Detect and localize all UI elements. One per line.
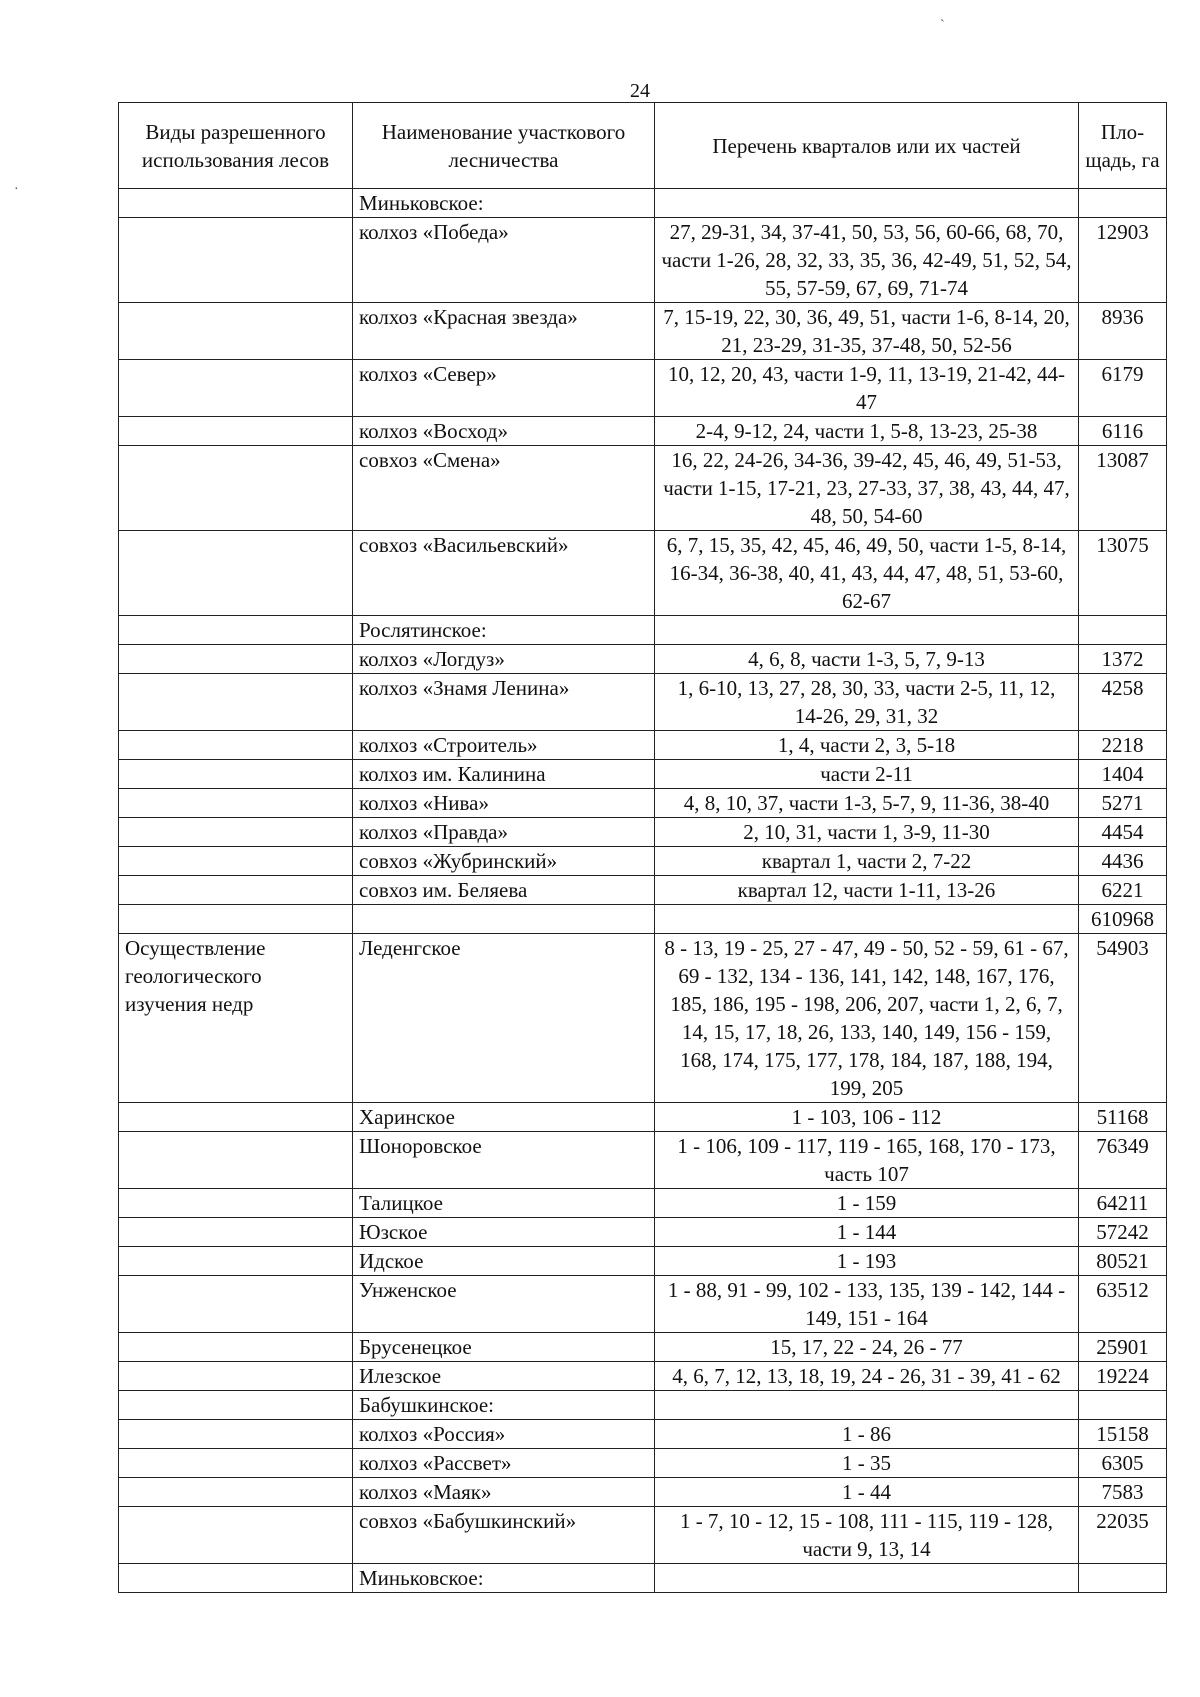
header-use: Виды разрешенного использования лесов [119,103,353,189]
table-row [119,789,1167,818]
table-row [119,1218,1167,1247]
cell-forestry-name: Рослятинское: [353,616,655,645]
cell-quarters: 4, 6, 7, 12, 13, 18, 19, 24 - 26, 31 - 39, 41 - 62 [655,1362,1079,1391]
cell-forestry-name: колхоз им. Калинина [353,760,655,789]
table-row [119,1420,1167,1449]
cell-use [119,1189,353,1218]
cell-quarters: 1, 4, части 2, 3, 5-18 [655,731,1079,760]
table-row [119,876,1167,905]
cell-area: 6116 [1079,417,1167,446]
table-row [119,417,1167,446]
cell-quarters: 1 - 193 [655,1247,1079,1276]
cell-use [119,1103,353,1132]
table-row [119,1189,1167,1218]
cell-area: 64211 [1079,1189,1167,1218]
cell-use [119,789,353,818]
cell-area [1079,616,1167,645]
cell-area: 5271 [1079,789,1167,818]
cell-forestry-name: Харинское [353,1103,655,1132]
cell-area: 13087 [1079,446,1167,531]
cell-forestry-name: Леденгское [353,934,655,1103]
cell-forestry-name: колхоз «Победа» [353,218,655,303]
cell-area: 2218 [1079,731,1167,760]
cell-quarters: 4, 8, 10, 37, части 1-3, 5-7, 9, 11-36, 38-40 [655,789,1079,818]
table-row [119,760,1167,789]
cell-area: 57242 [1079,1218,1167,1247]
cell-area: 6179 [1079,360,1167,417]
cell-quarters: квартал 1, части 2, 7-22 [655,847,1079,876]
cell-quarters: 2, 10, 31, части 1, 3-9, 11-30 [655,818,1079,847]
cell-area: 4454 [1079,818,1167,847]
cell-forestry-name [353,905,655,934]
cell-use [119,760,353,789]
cell-quarters: 1 - 35 [655,1449,1079,1478]
table-row [119,360,1167,417]
cell-use [119,189,353,218]
header-name: Наименование участкового лесничества [353,103,655,189]
cell-use [119,1420,353,1449]
cell-use [119,876,353,905]
cell-quarters: 27, 29-31, 34, 37-41, 50, 53, 56, 60-66, 68, 70, части 1-26, 28, 32, 33, 35, 36, 42-49, 51, 52, 54, 55, 57-59, 67, 69, 71-74 [655,218,1079,303]
cell-use [119,847,353,876]
cell-area [1079,189,1167,218]
table-row [119,616,1167,645]
cell-forestry-name: Миньковское: [353,189,655,218]
cell-forestry-name: колхоз «Маяк» [353,1478,655,1507]
cell-use [119,1507,353,1564]
table-row [119,1449,1167,1478]
cell-area: 13075 [1079,531,1167,616]
cell-forestry-name: колхоз «Логдуз» [353,645,655,674]
table-row [119,218,1167,303]
table-header-row [119,103,1167,189]
cell-use [119,1132,353,1189]
cell-area: 25901 [1079,1333,1167,1362]
cell-area: 1372 [1079,645,1167,674]
table-row [119,1564,1167,1593]
cell-quarters: 1 - 88, 91 - 99, 102 - 133, 135, 139 - 142, 144 - 149, 151 - 164 [655,1276,1079,1333]
cell-use [119,1276,353,1333]
cell-area: 6305 [1079,1449,1167,1478]
cell-use [119,1333,353,1362]
cell-use: Осуществление геологического изучения недр [119,934,353,1103]
table-row [119,847,1167,876]
table-row [119,1132,1167,1189]
cell-area: 1404 [1079,760,1167,789]
cell-use [119,446,353,531]
cell-forestry-name: колхоз «Знамя Ленина» [353,674,655,731]
cell-area: 12903 [1079,218,1167,303]
table-row [119,1103,1167,1132]
cell-quarters: 6, 7, 15, 35, 42, 45, 46, 49, 50, части 1-5, 8-14, 16-34, 36-38, 40, 41, 43, 44, 47, 48, 51, 53-60, 62-67 [655,531,1079,616]
table-row [119,1276,1167,1333]
cell-area: 51168 [1079,1103,1167,1132]
cell-forestry-name: Шоноровское [353,1132,655,1189]
table-row [119,446,1167,531]
cell-use [119,417,353,446]
cell-forestry-name: Талицкое [353,1189,655,1218]
cell-forestry-name: Юзское [353,1218,655,1247]
cell-quarters: 1 - 159 [655,1189,1079,1218]
cell-quarters [655,1564,1079,1593]
cell-forestry-name: совхоз «Смена» [353,446,655,531]
table-row [119,905,1167,934]
cell-area: 76349 [1079,1132,1167,1189]
cell-use [119,531,353,616]
table-row [119,531,1167,616]
cell-forestry-name: колхоз «Север» [353,360,655,417]
cell-quarters: квартал 12, части 1-11, 13-26 [655,876,1079,905]
cell-quarters: 8 - 13, 19 - 25, 27 - 47, 49 - 50, 52 - 59, 61 - 67, 69 - 132, 134 - 136, 141, 142, 148, 167, 176, 185, 186, 195 - 198, 206, 207, части 1, 2, 6, 7, 14, 15, 17, 18, 26, 133, 140, 149, 156 - 159, 168, 174, 175, 177, 178, 184, 187, 188, 194, 199, 205 [655,934,1079,1103]
cell-quarters [655,1391,1079,1420]
cell-area: 80521 [1079,1247,1167,1276]
cell-forestry-name: Идское [353,1247,655,1276]
table-row [119,1333,1167,1362]
cell-use [119,1247,353,1276]
cell-use [119,905,353,934]
cell-forestry-name: совхоз им. Беляева [353,876,655,905]
cell-quarters: 16, 22, 24-26, 34-36, 39-42, 45, 46, 49, 51-53, части 1-15, 17-21, 23, 27-33, 37, 38, 43, 44, 47, 48, 50, 54-60 [655,446,1079,531]
cell-quarters: 1 - 106, 109 - 117, 119 - 165, 168, 170 - 173, часть 107 [655,1132,1079,1189]
header-quarters: Перечень кварталов или их частей [655,103,1079,189]
cell-quarters: 4, 6, 8, части 1-3, 5, 7, 9-13 [655,645,1079,674]
cell-forestry-name: колхоз «Восход» [353,417,655,446]
cell-use [119,303,353,360]
table-row [119,645,1167,674]
cell-quarters: 1 - 144 [655,1218,1079,1247]
scan-speck: ˋ [940,18,945,33]
cell-forestry-name: совхоз «Бабушкинский» [353,1507,655,1564]
table-row [119,1247,1167,1276]
table-row [119,189,1167,218]
cell-area: 15158 [1079,1420,1167,1449]
cell-area [1079,1564,1167,1593]
cell-quarters: 10, 12, 20, 43, части 1-9, 11, 13-19, 21-42, 44-47 [655,360,1079,417]
cell-area: 610968 [1079,905,1167,934]
cell-area: 7583 [1079,1478,1167,1507]
cell-use [119,616,353,645]
cell-area [1079,1391,1167,1420]
cell-quarters: 1 - 103, 106 - 112 [655,1103,1079,1132]
table-row [119,1362,1167,1391]
cell-use [119,218,353,303]
cell-use [119,1218,353,1247]
table-row [119,674,1167,731]
cell-quarters: 1 - 44 [655,1478,1079,1507]
cell-forestry-name: колхоз «Правда» [353,818,655,847]
table-row [119,1391,1167,1420]
table-row [119,1507,1167,1564]
cell-use [119,645,353,674]
scan-speck: · [14,182,19,197]
cell-quarters: 7, 15-19, 22, 30, 36, 49, 51, части 1-6, 8-14, 20, 21, 23-29, 31-35, 37-48, 50, 52-56 [655,303,1079,360]
cell-area: 19224 [1079,1362,1167,1391]
cell-area: 63512 [1079,1276,1167,1333]
table-row [119,818,1167,847]
cell-area: 22035 [1079,1507,1167,1564]
cell-use [119,1449,353,1478]
cell-forestry-name: колхоз «Рассвет» [353,1449,655,1478]
cell-forestry-name: Брусенецкое [353,1333,655,1362]
cell-forestry-name: Илезское [353,1362,655,1391]
table-row [119,303,1167,360]
table-body [119,189,1167,1593]
cell-forestry-name: совхоз «Васильевский» [353,531,655,616]
cell-forestry-name: Миньковское: [353,1564,655,1593]
forest-use-table [118,102,1167,1593]
cell-quarters: 1 - 7, 10 - 12, 15 - 108, 111 - 115, 119 - 128, части 9, 13, 14 [655,1507,1079,1564]
header-area: Пло-щадь, га [1079,103,1167,189]
cell-quarters [655,905,1079,934]
cell-use [119,1564,353,1593]
table-row [119,731,1167,760]
cell-forestry-name: совхоз «Жубринский» [353,847,655,876]
cell-use [119,1391,353,1420]
cell-area: 4258 [1079,674,1167,731]
cell-quarters: части 2-11 [655,760,1079,789]
page-number: 24 [630,80,650,102]
table-row [119,1478,1167,1507]
cell-quarters: 15, 17, 22 - 24, 26 - 77 [655,1333,1079,1362]
cell-forestry-name: колхоз «Красная звезда» [353,303,655,360]
table-row [119,934,1167,1103]
cell-forestry-name: колхоз «Строитель» [353,731,655,760]
cell-area: 8936 [1079,303,1167,360]
cell-use [119,360,353,417]
cell-forestry-name: Унженское [353,1276,655,1333]
cell-quarters: 1, 6-10, 13, 27, 28, 30, 33, части 2-5, 11, 12, 14-26, 29, 31, 32 [655,674,1079,731]
cell-use [119,1362,353,1391]
cell-area: 6221 [1079,876,1167,905]
cell-forestry-name: колхоз «Нива» [353,789,655,818]
cell-quarters [655,189,1079,218]
cell-forestry-name: колхоз «Россия» [353,1420,655,1449]
cell-use [119,674,353,731]
cell-quarters: 1 - 86 [655,1420,1079,1449]
cell-use [119,731,353,760]
cell-quarters: 2-4, 9-12, 24, части 1, 5-8, 13-23, 25-38 [655,417,1079,446]
cell-area: 4436 [1079,847,1167,876]
cell-quarters [655,616,1079,645]
cell-use [119,818,353,847]
cell-forestry-name: Бабушкинское: [353,1391,655,1420]
cell-use [119,1478,353,1507]
cell-area: 54903 [1079,934,1167,1103]
